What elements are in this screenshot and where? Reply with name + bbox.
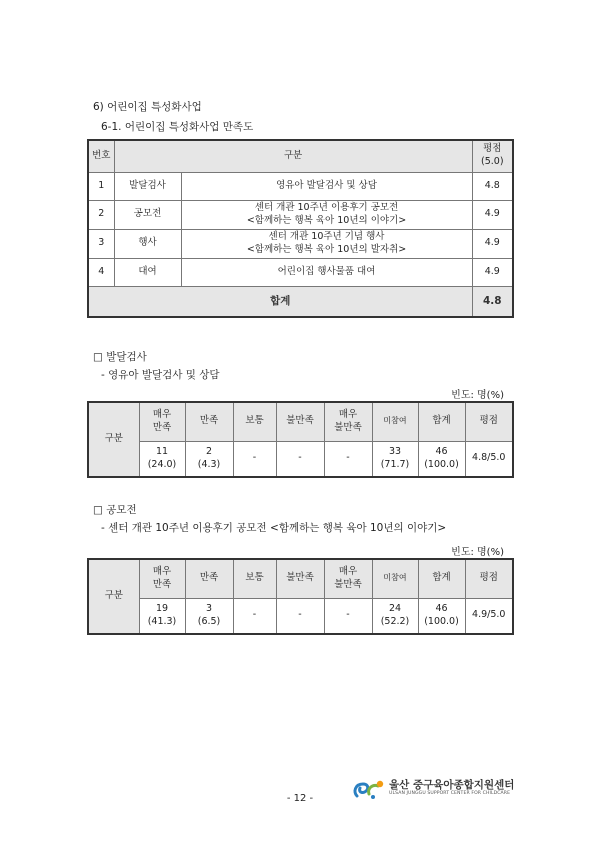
cell-count: 33 — [388, 445, 402, 457]
cell-count: 46 — [435, 445, 448, 457]
header-neutral: 보통 — [233, 402, 276, 441]
header-line: 불만족 — [334, 578, 362, 590]
header-total: 합계 — [418, 559, 465, 598]
survey2-table — [87, 558, 514, 635]
table-header-row — [88, 140, 513, 172]
row-desc-line: 센터 개관 10주년 기념 행사 — [268, 230, 385, 242]
cell-very-satisfied — [139, 598, 185, 634]
survey2-title: □ 공모전 — [93, 504, 137, 516]
cell-percent: (24.0) — [147, 458, 177, 470]
header-very-dissatisfied — [324, 402, 372, 441]
row-score: 4.8 — [472, 172, 513, 200]
header-very-satisfied — [139, 402, 185, 441]
cell-count: 24 — [388, 602, 402, 614]
cell-count: 46 — [435, 602, 448, 614]
section-subheading: 6-1. 어린이집 특성화사업 만족도 — [101, 121, 254, 133]
row-name: 발달검사 — [114, 172, 181, 200]
row-desc — [181, 258, 472, 286]
header-line: 매우 — [152, 565, 172, 577]
header-no-response: 미참여 — [372, 402, 418, 441]
cell-percent: (52.2) — [380, 615, 410, 627]
cell-percent: (71.7) — [380, 458, 410, 470]
survey-header-row — [88, 559, 513, 598]
header-line: 매우 — [338, 408, 358, 420]
header-category: 구분 — [88, 402, 139, 477]
header-neutral: 보통 — [233, 559, 276, 598]
row-desc-line: 어린이집 행사물품 대여 — [277, 265, 376, 277]
row-num: 1 — [88, 172, 114, 200]
survey2-subtitle: - 센터 개관 10주년 이용후기 공모전 <함께하는 행복 육아 10년의 이야기> — [101, 522, 447, 534]
header-satisfied: 만족 — [185, 402, 233, 441]
cell-very-dissatisfied: - — [324, 598, 372, 634]
header-line: 매우 — [338, 565, 358, 577]
row-name: 공모전 — [114, 200, 181, 229]
survey-header-row — [88, 402, 513, 441]
org-name: 울산 중구육아종합지원센터 — [389, 779, 515, 791]
header-dissatisfied: 불만족 — [276, 559, 324, 598]
header-very-satisfied — [139, 559, 185, 598]
header-category: 구분 — [114, 140, 472, 172]
cell-total — [418, 441, 465, 477]
row-score: 4.9 — [472, 200, 513, 229]
header-category: 구분 — [88, 559, 139, 634]
table-row — [88, 172, 513, 200]
header-score-top: 평점 — [483, 143, 502, 155]
satisfaction-summary-table — [87, 139, 514, 318]
section-heading: 6) 어린이집 특성화사업 — [93, 101, 202, 113]
header-num: 번호 — [88, 140, 114, 172]
table-total-row — [88, 286, 513, 317]
header-score — [472, 140, 513, 172]
row-desc — [181, 229, 472, 258]
cell-count: 11 — [155, 445, 169, 457]
row-name: 행사 — [114, 229, 181, 258]
org-subtitle: ULSAN JUNGGU SUPPORT CENTER FOR CHILDCARE — [389, 791, 511, 796]
row-desc-line: <함께하는 행복 육아 10년의 이야기> — [246, 214, 407, 226]
cell-score: 4.8/5.0 — [465, 441, 513, 477]
header-line: 만족 — [152, 578, 172, 590]
cell-count: 19 — [155, 602, 169, 614]
header-line: 불만족 — [334, 421, 362, 433]
cell-percent: (4.3) — [197, 458, 221, 470]
row-desc-line: 센터 개관 10주년 이용후기 공모전 — [254, 201, 399, 213]
row-desc — [181, 200, 472, 229]
page-number: - 12 - — [286, 793, 314, 804]
row-num: 4 — [88, 258, 114, 286]
cell-satisfied — [185, 598, 233, 634]
header-dissatisfied: 불만족 — [276, 402, 324, 441]
cell-neutral: - — [233, 441, 276, 477]
cell-dissatisfied: - — [276, 598, 324, 634]
cell-no-response — [372, 441, 418, 477]
cell-very-satisfied — [139, 441, 185, 477]
row-desc — [181, 172, 472, 200]
cell-total — [418, 598, 465, 634]
table-row — [88, 229, 513, 258]
cell-dissatisfied: - — [276, 441, 324, 477]
row-score: 4.9 — [472, 229, 513, 258]
header-line: 매우 — [152, 408, 172, 420]
survey1-table — [87, 401, 514, 478]
cell-count: 2 — [205, 445, 213, 457]
unit-label-2: 빈도: 명(%) — [451, 547, 504, 558]
header-line: 만족 — [152, 421, 172, 433]
cell-percent: (100.0) — [424, 615, 459, 627]
unit-label-1: 빈도: 명(%) — [451, 390, 504, 401]
cell-no-response — [372, 598, 418, 634]
cell-satisfied — [185, 441, 233, 477]
cell-percent: (100.0) — [424, 458, 459, 470]
row-desc-line: 영유아 발달검사 및 상담 — [276, 179, 377, 191]
row-name: 대여 — [114, 258, 181, 286]
cell-very-dissatisfied: - — [324, 441, 372, 477]
survey1-subtitle: - 영유아 발달검사 및 상담 — [101, 369, 220, 381]
header-no-response: 미참여 — [372, 559, 418, 598]
total-score: 4.8 — [472, 286, 513, 317]
header-score-bottom: (5.0) — [481, 156, 504, 168]
row-num: 3 — [88, 229, 114, 258]
cell-percent: (41.3) — [147, 615, 177, 627]
survey-data-row — [88, 441, 513, 477]
table-row — [88, 258, 513, 286]
header-satisfied: 만족 — [185, 559, 233, 598]
header-very-dissatisfied — [324, 559, 372, 598]
header-score: 평점 — [465, 559, 513, 598]
header-score: 평점 — [465, 402, 513, 441]
row-num: 2 — [88, 200, 114, 229]
cell-neutral: - — [233, 598, 276, 634]
survey1-title: □ 발달검사 — [93, 351, 147, 363]
total-label: 합계 — [88, 286, 472, 317]
cell-count: 3 — [205, 602, 213, 614]
survey-data-row — [88, 598, 513, 634]
row-score: 4.9 — [472, 258, 513, 286]
table-row — [88, 200, 513, 229]
row-desc-line: <함께하는 행복 육아 10년의 발자취> — [246, 243, 407, 255]
cell-percent: (6.5) — [197, 615, 221, 627]
cell-score: 4.9/5.0 — [465, 598, 513, 634]
header-total: 합계 — [418, 402, 465, 441]
